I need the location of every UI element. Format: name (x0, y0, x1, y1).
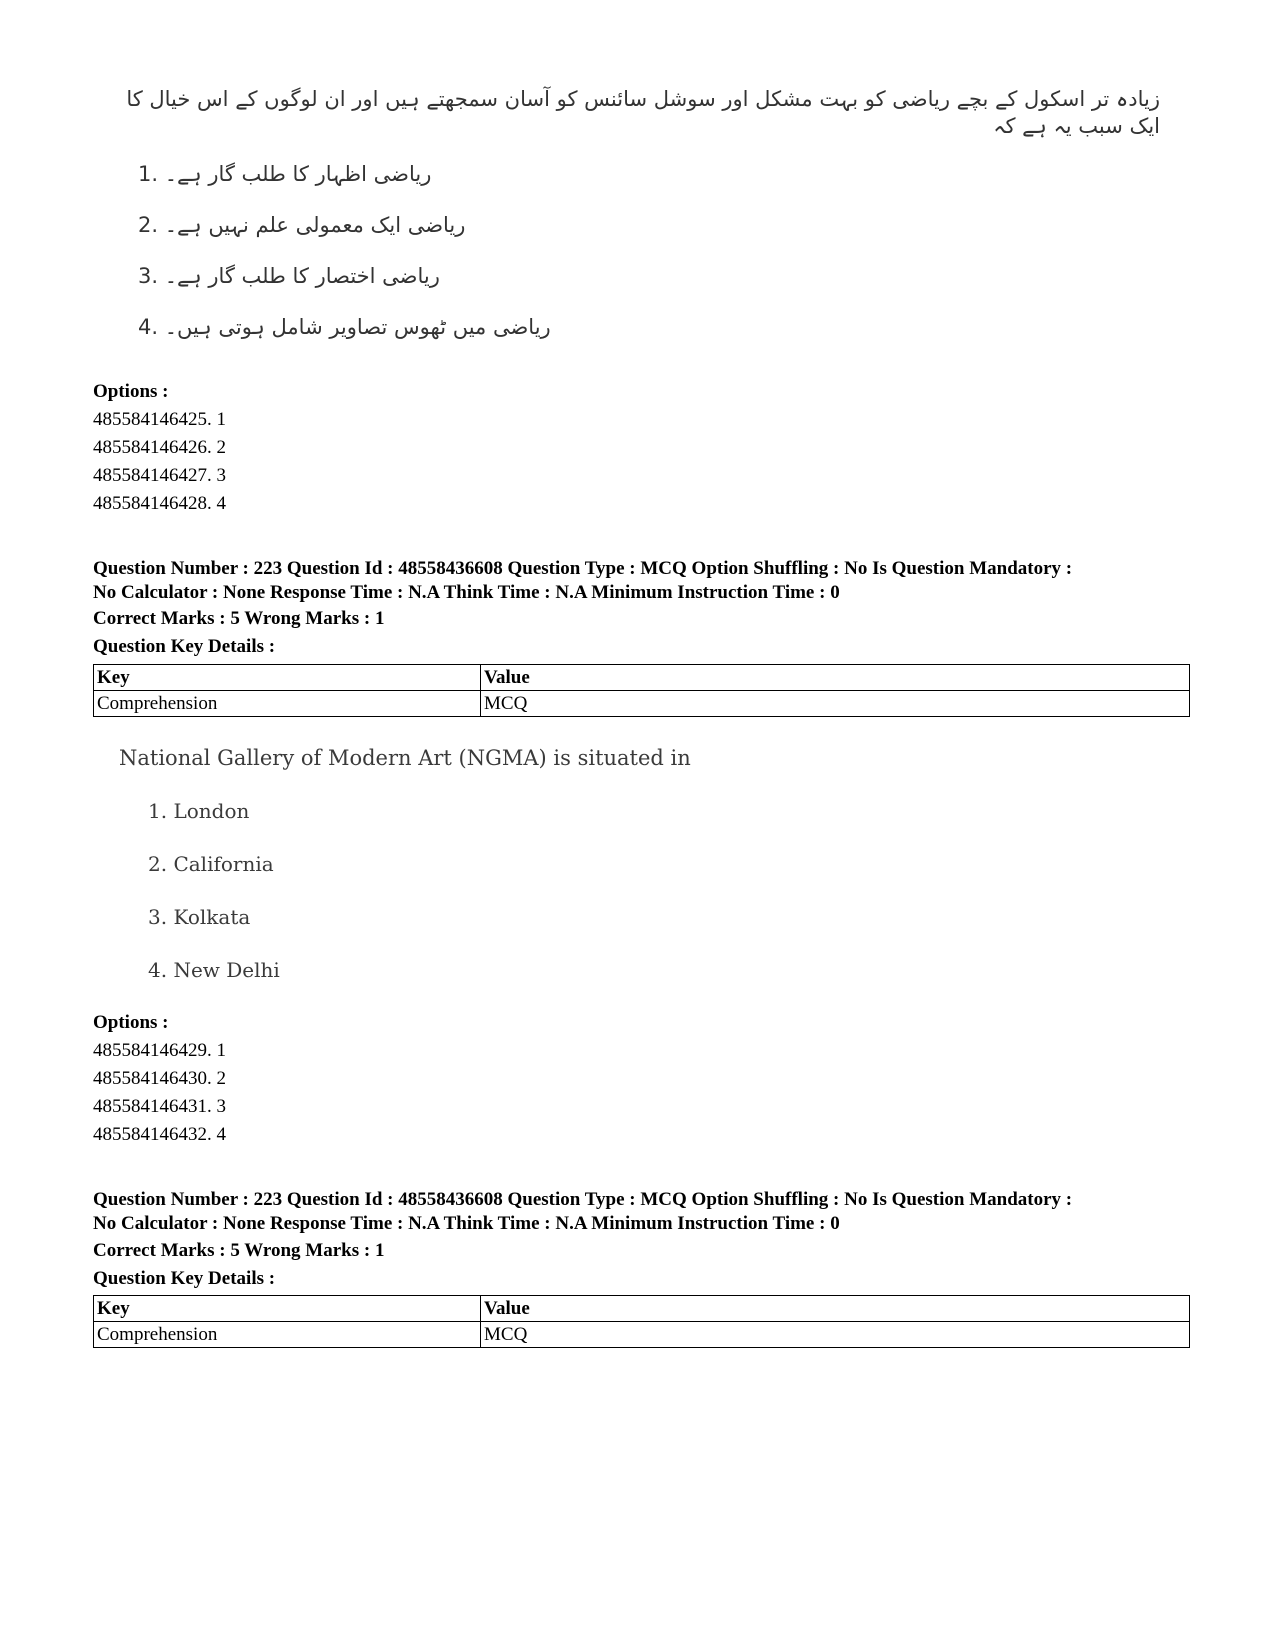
table-header-cell: Key (94, 1296, 481, 1322)
table-cell: Comprehension (94, 691, 481, 717)
urdu-option-3 (138, 264, 440, 288)
table-header-row (94, 1296, 1190, 1322)
table-cell: MCQ (481, 691, 1190, 717)
english-option-4: 4. New Delhi (148, 958, 280, 982)
option-number: 4. (138, 315, 159, 339)
marks-line: Correct Marks : 5 Wrong Marks : 1 (93, 1240, 385, 1261)
option-text: ریاضی اختصار کا طلب گار ہے۔ (164, 264, 440, 288)
table-row (94, 691, 1190, 717)
option-id-line: 485584146428. 4 (93, 493, 226, 514)
option-id-line: 485584146432. 4 (93, 1124, 226, 1145)
options-label: Options : (93, 1012, 169, 1033)
key-details-label: Question Key Details : (93, 1268, 276, 1289)
english-option-3: 3. Kolkata (148, 905, 251, 929)
option-number: 1. (138, 162, 159, 186)
options-label: Options : (93, 381, 169, 402)
question-meta-line2: No Calculator : None Response Time : N.A Think Time : N.A Minimum Instruction Time : 0 (93, 582, 840, 603)
option-number: 3. (138, 264, 159, 288)
table-row (94, 1322, 1190, 1348)
marks-line: Correct Marks : 5 Wrong Marks : 1 (93, 608, 385, 629)
option-id-line: 485584146429. 1 (93, 1040, 226, 1061)
table-cell: MCQ (481, 1322, 1190, 1348)
key-details-table (93, 1295, 1190, 1348)
question-meta-line1: Question Number : 223 Question Id : 48558436608 Question Type : MCQ Option Shuffling : No Is Question Mandatory : (93, 1189, 1073, 1210)
english-question-stem: National Gallery of Modern Art (NGMA) is situated in (119, 746, 691, 770)
key-details-label: Question Key Details : (93, 636, 276, 657)
option-id-line: 485584146431. 3 (93, 1096, 226, 1117)
question-meta (93, 557, 1203, 605)
option-id-line: 485584146427. 3 (93, 465, 226, 486)
urdu-option-2 (138, 213, 465, 237)
question-meta-line1: Question Number : 223 Question Id : 48558436608 Question Type : MCQ Option Shuffling : No Is Question Mandatory : (93, 558, 1073, 579)
question-meta (93, 1188, 1203, 1236)
urdu-option-4 (138, 315, 551, 339)
urdu-question-stem: زیادہ تر اسکول کے بچے ریاضی کو بہت مشکل اور سوشل سائنس کو آسان سمجھتے ہیں اور ان لوگوں کے اس خیال کا ایک سبب یہ ہے کہ (126, 87, 1160, 138)
urdu-option-1 (138, 162, 431, 186)
english-option-2: 2. California (148, 852, 274, 876)
english-option-1: 1. London (148, 799, 250, 823)
table-header-cell: Key (94, 665, 481, 691)
option-text: ریاضی میں ٹھوس تصاویر شامل ہوتی ہیں۔ (164, 315, 551, 339)
table-cell: Comprehension (94, 1322, 481, 1348)
question-meta-line2: No Calculator : None Response Time : N.A Think Time : N.A Minimum Instruction Time : 0 (93, 1213, 840, 1234)
option-id-line: 485584146425. 1 (93, 409, 226, 430)
table-header-cell: Value (481, 1296, 1190, 1322)
table-header-cell: Value (481, 665, 1190, 691)
key-details-table (93, 664, 1190, 717)
option-text: ریاضی ایک معمولی علم نہیں ہے۔ (164, 213, 466, 237)
table-header-row (94, 665, 1190, 691)
option-text: ریاضی اظہار کا طلب گار ہے۔ (164, 162, 432, 186)
option-id-line: 485584146430. 2 (93, 1068, 226, 1089)
option-id-line: 485584146426. 2 (93, 437, 226, 458)
option-number: 2. (138, 213, 159, 237)
